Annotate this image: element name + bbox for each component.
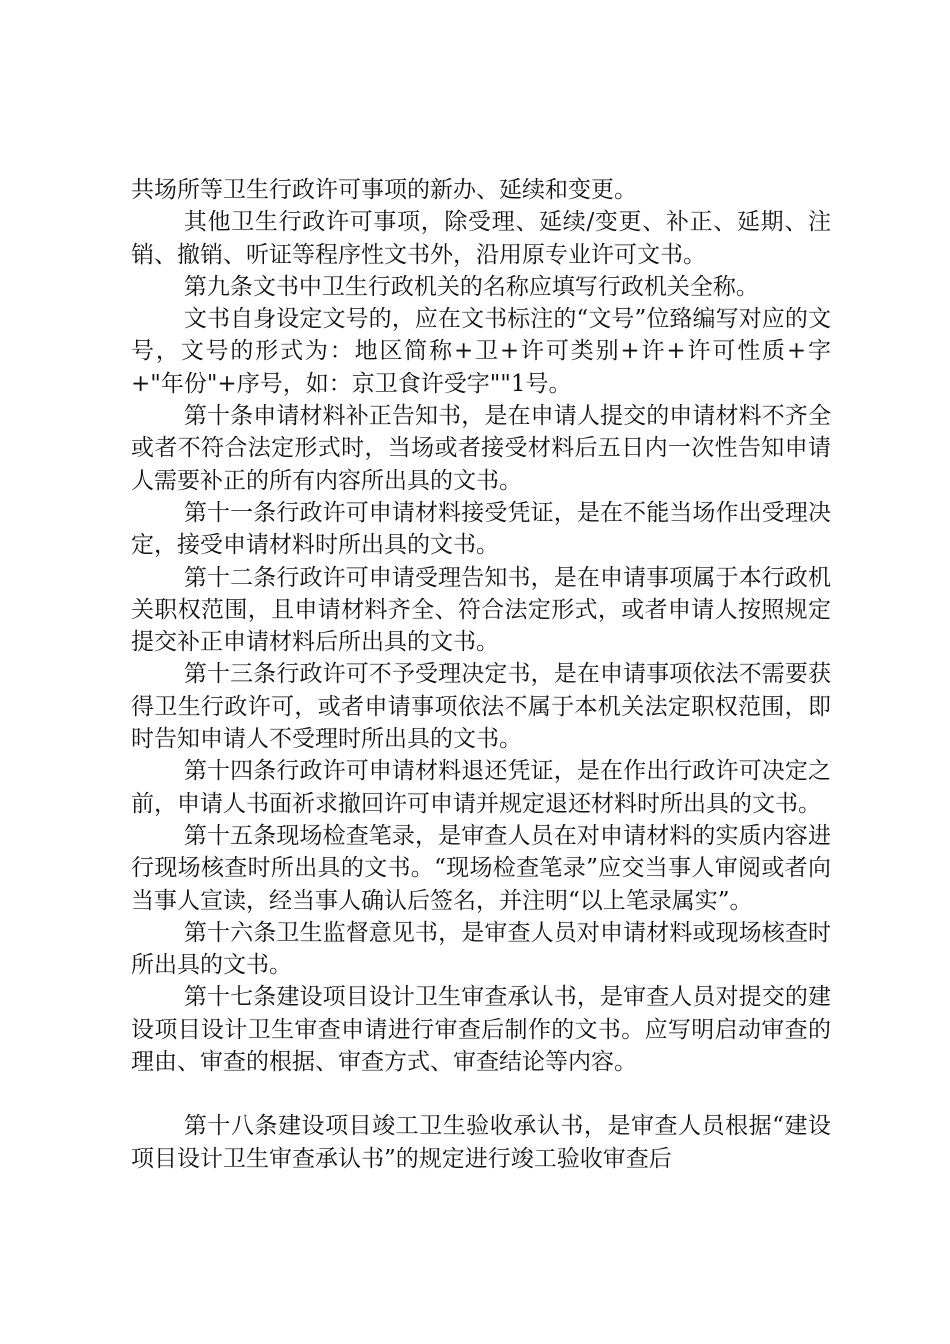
- paragraph-8: 第十三条行政许可不予受理决定书，是在申请事项依法不需要获得卫生行政许可，或者申请事项依法不属于本机关法定职权范围，即时告知申请人不受理时所出具的文书。: [131, 661, 831, 753]
- paragraph-3: 第九条文书中卫生行政机关的名称应填写行政机关全称。: [183, 273, 759, 300]
- paragraph-11: 第十六条卫生监督意见书，是审查人员对申请材料或现场核查时所出具的文书。: [131, 919, 831, 979]
- paragraph-6: 第十一条行政许可申请材料接受凭证，是在不能当场作出受理决定，接受申请材料时所出具的文书。: [131, 499, 831, 559]
- paragraph-13: 第十八条建设项目竣工卫生验收承认书，是审查人员根据“建设项目设计卫生审查承认书”的规定进行竣工验收审查后: [131, 1113, 831, 1172]
- paragraph-2: 其他卫生行政许可事项，除受理、延续/变更、补正、延期、注销、撤销、听证等程序性文书外，沿用原专业许可文书。: [131, 209, 831, 268]
- paragraph-5: 第十条申请材料补正告知书，是在申请人提交的申请材料不齐全或者不符合法定形式时，当场或者接受材料后五日内一次性告知申请人需要补正的所有内容所出具的文书。: [131, 403, 831, 494]
- paragraph-10: 第十五条现场检查笔录，是审查人员在对申请材料的实质内容进行现场核查时所出具的文书。“现场检查笔录”应交当事人审阅或者向当事人宣读，经当事人确认后签名，并注明“以上笔录属实”。: [131, 822, 831, 914]
- paragraph-12: 第十七条建设项目设计卫生审查承认书，是审查人员对提交的建设项目设计卫生审查申请进行审查后制作的文书。应写明启动审查的理由、审查的根据、审查方式、审查结论等内容。: [131, 984, 831, 1076]
- document-body: [131, 174, 831, 1175]
- paragraph-1: 共场所等卫生行政许可事项的新办、延续和变更。: [131, 177, 637, 203]
- paragraph-9: 第十四条行政许可申请材料退还凭证，是在作出行政许可决定之前，申请人书面祈求撤回许可申请并规定退还材料时所出具的文书。: [131, 758, 831, 817]
- paragraph-4: 文书自身设定文号的，应在文书标注的“文号”位臵编写对应的文号，文号的形式为：地区简称+卫+许可类别+许+许可性质+字+"年份"+序号，如：京卫食许受字""1号。: [131, 306, 831, 397]
- paragraph-7: 第十二条行政许可申请受理告知书，是在申请事项属于本行政机关职权范围，且申请材料齐全、符合法定形式，或者申请人按照规定提交补正申请材料后所出具的文书。: [131, 564, 831, 656]
